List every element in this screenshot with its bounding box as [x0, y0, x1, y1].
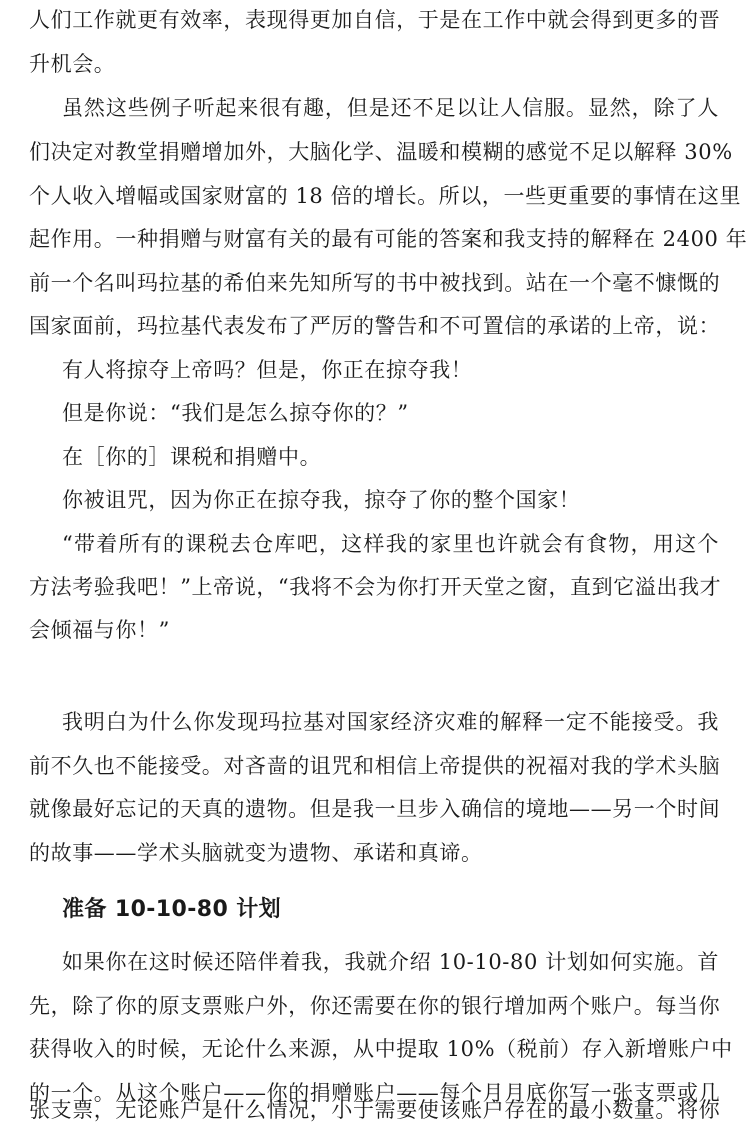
- section-heading: 准备 10-10-80 计划: [62, 897, 282, 922]
- paragraph-4-line-4: 的一个。从这个账户——你的捐赠账户——每个月月底你写一张支票或几: [29, 1081, 721, 1105]
- paragraph-3-line-2: 前不久也不能接受。对吝啬的诅咒和相信上帝提供的祝福对我的学术头脑: [29, 754, 721, 778]
- quote-line-5: “带着所有的课税去仓库吧，这样我的家里也许就会有食物，用这个: [62, 532, 719, 556]
- paragraph-2-line-2: 们决定对教堂捐赠增加外，大脑化学、温暖和模糊的感觉不足以解释 30%: [29, 140, 733, 164]
- quote-line-7: 会倾福与你！”: [29, 618, 170, 642]
- quote-line-1: 有人将掠夺上帝吗？但是，你正在掠夺我！: [62, 358, 473, 382]
- paragraph-1-line-1: 人们工作就更有效率，表现得更加自信，于是在工作中就会得到更多的晋: [29, 8, 721, 32]
- paragraph-3-line-1: 我明白为什么你发现玛拉基对国家经济灾难的解释一定不能接受。我: [62, 710, 719, 734]
- paragraph-2-line-6: 国家面前，玛拉基代表发布了严厉的警告和不可置信的承诺的上帝，说：: [29, 314, 721, 338]
- quote-line-2: 但是你说：“我们是怎么掠夺你的？”: [62, 401, 409, 425]
- paragraph-2-line-1: 虽然这些例子听起来很有趣，但是还不足以让人信服。显然，除了人: [62, 96, 719, 120]
- quote-line-6: 方法考验我吧！”上帝说，“我将不会为你打开天堂之窗，直到它溢出我才: [29, 575, 722, 599]
- paragraph-4-line-3: 获得收入的时候，无论什么来源，从中提取 10%（税前）存入新增账户中: [29, 1037, 733, 1061]
- paragraph-3-line-4: 的故事——学术头脑就变为遗物、承诺和真谛。: [29, 841, 483, 865]
- paragraph-4-line-1: 如果你在这时候还陪伴着我，我就介绍 10-10-80 计划如何实施。首: [62, 950, 719, 974]
- paragraph-4-line-5: 张支票，无论账户是什么情况，小于需要使该账户存在的最小数量。将你: [29, 1098, 721, 1122]
- paragraph-2-line-3: 个人收入增幅或国家财富的 18 倍的增长。所以，一些更重要的事情在这里: [29, 184, 742, 208]
- paragraph-2-line-4: 起作用。一种捐赠与财富有关的最有可能的答案和我支持的解释在 2400 年: [29, 227, 748, 251]
- paragraph-4-line-2: 先，除了你的原支票账户外，你还需要在你的银行增加两个账户。每当你: [29, 994, 721, 1018]
- paragraph-2-line-5: 前一个名叫玛拉基的希伯来先知所写的书中被找到。站在一个毫不慷慨的: [29, 271, 721, 295]
- quote-line-4: 你被诅咒，因为你正在掠夺我，掠夺了你的整个国家！: [62, 488, 581, 512]
- paragraph-1-line-2: 升机会。: [29, 52, 116, 76]
- quote-line-3: 在［你的］课税和捐赠中。: [62, 445, 322, 469]
- paragraph-3-line-3: 就像最好忘记的天真的遗物。但是我一旦步入确信的境地——另一个时间: [29, 797, 721, 821]
